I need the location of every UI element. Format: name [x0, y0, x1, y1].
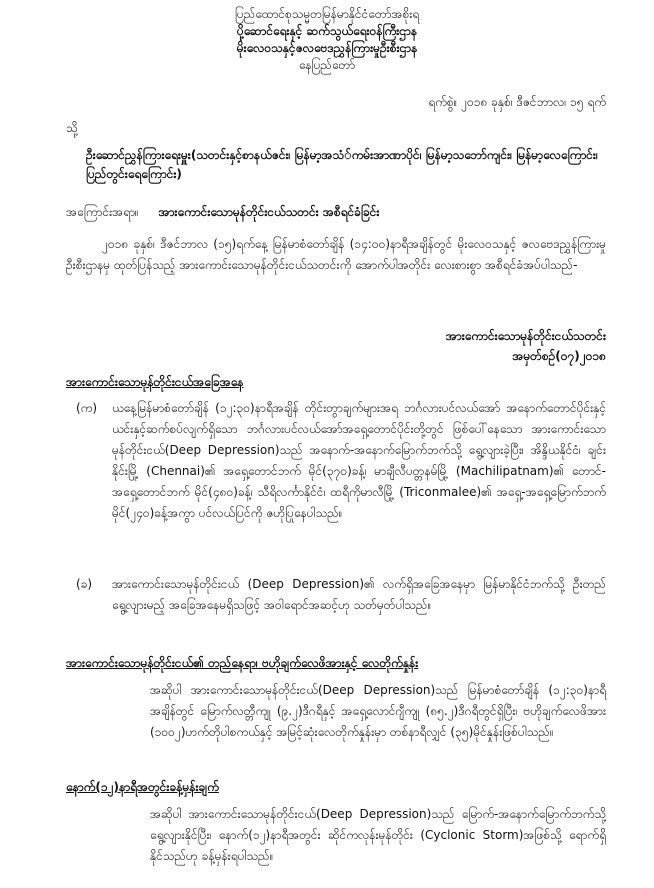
intro-paragraph: ၂၀၁၈ ခုနှစ်၊ ဒီဇင်ဘာလ (၁၅)ရက်နေ့ မြန်မာစံတော်ချိန် (၁၄:၀၀)နာရီအချိန်တွင် မိုးလေဝသနှင့် ဇလဗေဒညွှန်ကြားမှုဦးစီးဌာနမှ ထုတ်ပြန်သည့် အားကောင်းသောမုန်တိုင်းငယ်သတင်းကို အောက်ပါအတိုင်း လေးစားစွာ အစီရင်ခံအပ်ပါသည်- — [66, 237, 606, 272]
bulletin-number: အမှတ်စဉ်(၀၇)၂၀၁၈ — [512, 349, 606, 363]
letterhead — [0, 6, 654, 74]
list-item-number: (က) — [76, 401, 98, 415]
list-item — [76, 574, 606, 616]
header-government: ပြည်ထောင်စုသမ္မတမြန်မာနိုင်ငံတော်အစိုးရ — [234, 7, 420, 21]
header-ministry: ပို့ဆောင်ရေးနှင့် ဆက်သွယ်ရေးဝန်ကြီးဌာန — [236, 24, 418, 38]
section-heading-status: အားကောင်းသောမုန်တိုင်းငယ်အခြေအနေ — [66, 375, 244, 389]
subject-line — [66, 204, 379, 222]
list-item — [76, 398, 606, 524]
header-city: နေပြည်တော် — [298, 58, 356, 72]
forecast-paragraph: အဆိုပါ အားကောင်းသောမုန်တိုင်းငယ်(Deep Depression)သည် မြောက်-အနောက်မြောက်ဘက်သို့ ရွေ့လျားနိုင်ပြီး၊ နောက်(၁၂)နာရီအတွင်း ဆိုင်ကလုန်းမုန်တိုင်း (Cyclonic Storm)အဖြစ်သို့ ရောက်ရှိနိုင်သည်ဟု ခန့်မှန်းရပါသည်။ — [150, 807, 606, 863]
to-label: သို့ — [66, 121, 78, 135]
bulletin-title: အားကောင်းသောမုန်တိုင်းငယ်သတင်း — [445, 329, 606, 343]
section-heading-forecast: နောက်(၁၂)နာရီအတွင်းခန့်မှန်းချက် — [66, 780, 219, 794]
header-department: မိုးလေဝသနှင့်ဇလဗေဒညွှန်ကြားမှုဦးစီးဌာန — [236, 41, 418, 55]
date-line: ရက်စွဲ။ ၂၀၁၈ ခုနှစ်၊ ဒီဇင်ဘာလ၊ ၁၅ ရက် — [428, 95, 606, 109]
list-item-text: ယနေ့မြန်မာစံတော်ချိန် (၁၂:၃၀)နာရီအချိန် တိုင်းတွာချက်များအရ ဘင်္ဂလားပင်လယ်အော် အနောက်တောင်ပိုင်းနှင့် ယင်းနှင့်ဆက်စပ်လျက်ရှိသော ဘင်္ဂလားပင်လယ်အော်အရှေ့တောင်ပိုင်းတို့တွင် ဖြစ်ပေါ်နေသော အားကောင်းသော မုန်တိုင်းငယ်(Deep Depression)သည် အနောက်-အနောက်မြောက်ဘက်သို့ ရွေ့လျားခဲ့ပြီး၊ အိန္ဒိယနိုင်ငံ၊ ချင်းနိုင်းမြို့ (Chennai)၏ အရှေ့တောင်ဘက် မိုင်(၃၇၀)ခန့်၊ မာချီလီပတ္တနမ်မြို့ (Machilipatnam)၏ တောင်-အရှေ့တောင်ဘက် မိုင်(၄၈၀)ခန့်၊ သီရိလင်္ကာနိုင်ငံ၊ ထရီကိုမာလီမြို့ (Triconmalee)၏ အရှေ့-အရှေ့မြောက်ဘက် မိုင်(၂၄၀)ခန့်အကွာ ပင်လယ်ပြင်ကို ဇဟိုပြုနေပါသည်။ — [112, 401, 606, 520]
recipients-list: ဦးဆောင်ညွှန်ကြားရေးမှူး(သတင်းနှင့်စာနယ်ဇင်း၊ မြန်မာ့အသံ်ကမ်းအာဏာပိုင်၊ မြန်မာ့သဘော်ကျင်း၊ မြန်မာ့လေကြောင်း၊ ပြည်တွင်းရေကြောင်း) — [86, 148, 598, 181]
section-heading-location: အားကောင်းသောမုန်တိုင်းငယ်၏ တည်နေရာ၊ ဗဟိုချက်လေဖိအားနှင့် လေတိုက်နှုန်း — [66, 656, 419, 670]
location-paragraph: အဆိုပါ အားကောင်းသောမုန်တိုင်းငယ်(Deep Depression)သည် မြန်မာစံတော်ချိန် (၁၂:၃၀)နာရီအချိန်တွင် မြောက်လတ္တီကျု (၉.၂)ဒီဂရီနှင့် အရှေ့လောင်ဂျီကျု (၈၅.၂)ဒီဂရီတွင်ရှိပြီး၊ ဗဟိုချက်လေဖိအား (၁၀၀၂)ဟက်တိုပါစကယ်နှင့် အမြင့်ဆုံးလေတိုက်နှုန်းမှာ တစ်နာရီလျှင် (၃၅)မိုင်နှုန်းဖြစ်ပါသည်။ — [150, 683, 606, 739]
bulletin-title-block — [446, 326, 606, 366]
list-item-number: (ခ) — [76, 577, 93, 591]
subject-label: အကြောင်းအရာ။ — [66, 205, 139, 219]
list-item-text: အားကောင်းသောမုန်တိုင်းငယ် (Deep Depression)၏ လက်ရှိအခြေအနေမှာ မြန်မာနိုင်ငံဘက်သို့ ဦးတည်ရွေ့လျားမည့် အခြေအနေမရှိသဖြင့် အဝါရောင်အဆင့်ဟု သတ်မှတ်ပါသည်။ — [112, 577, 606, 612]
subject-title: အားကောင်းသောမုန်တိုင်းငယ်သတင်း အစီရင်ခံခြင်း — [158, 205, 380, 219]
